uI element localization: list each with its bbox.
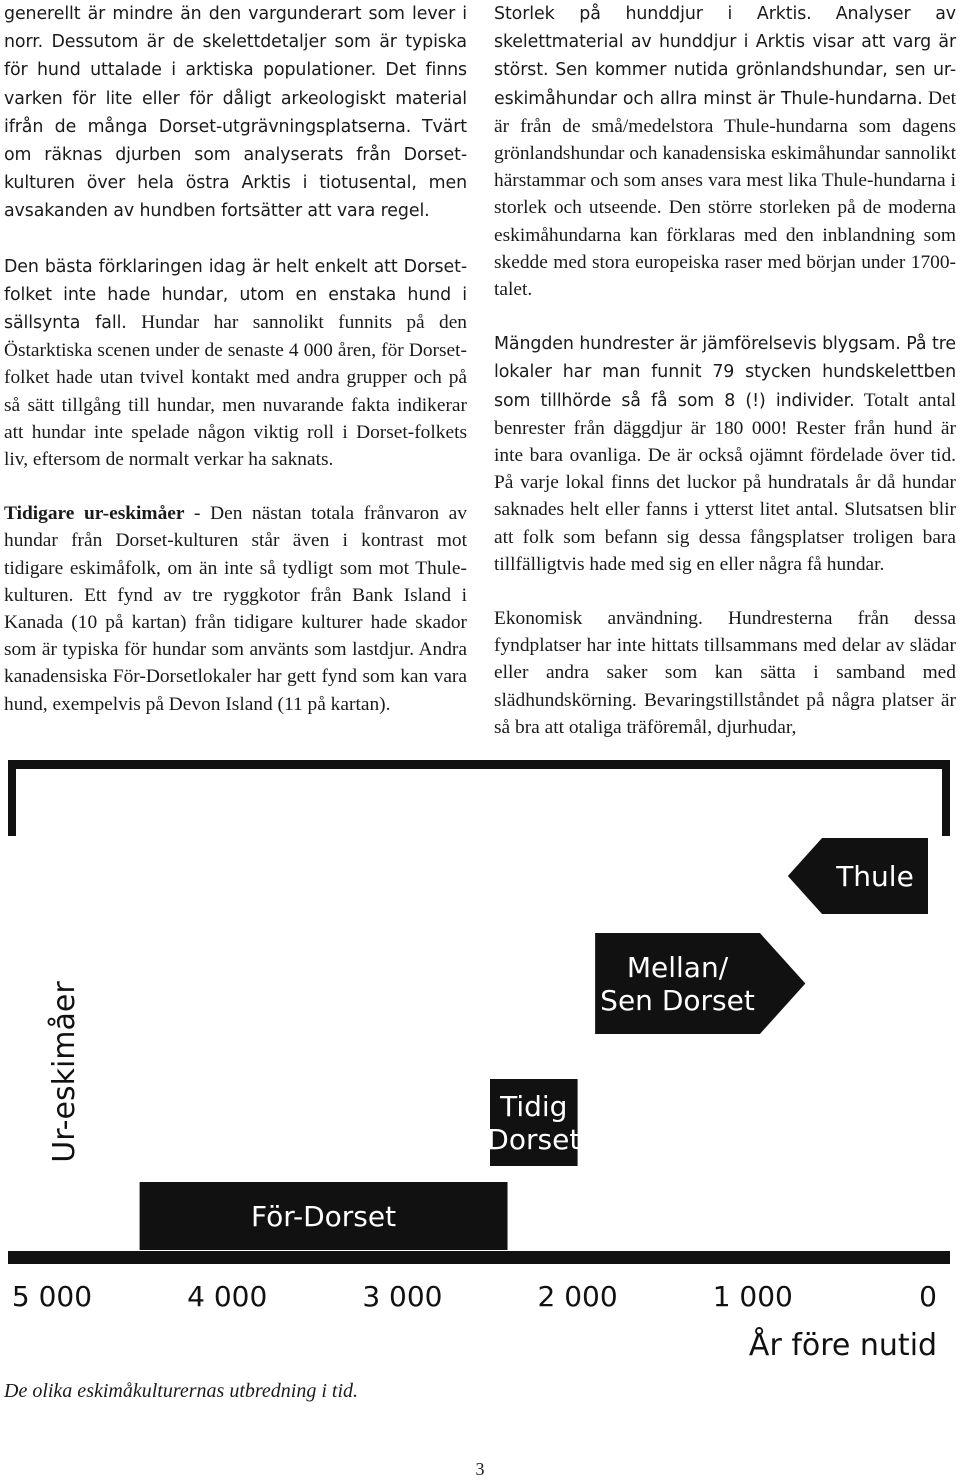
left-p3-part1: Den nästan totala frånvaron av hundar från Dorset-kulturen står även i kontrast mot tidigare eskimåfolk, om än inte så tydligt som mot Thule-kulturen.: [4, 503, 467, 606]
left-p1-text: generellt är mindre än den vargunderart som lever i norr. Dessutom är de skelettdetaljer som är typiska för hund uttalade i arktiska populationer. Det finns varken för lite eller för dåligt arkeologiskt material ifrån de många Dorset-utgrävningsplatserna.: [4, 4, 467, 137]
x-tick-label-5: 1 000: [712, 1280, 793, 1313]
right-text-column: [494, 0, 956, 741]
timeline-bars: [140, 838, 928, 1250]
right-p2-part3: Rester från hund är inte bara ovanliga.: [494, 417, 956, 467]
left-p3-lead: Tidigare ur-eskimåer: [4, 503, 185, 525]
left-p3-part3: Andra kanadensiska För-Dorsetlokaler har gett fynd som kan vara hund, exempelvis på Devon Island (11 på kartan).: [4, 639, 467, 715]
right-p1-part5: Den större storleken på de moderna eskimåhundarna kan förklaras med den inblandning som skedde med stora europeiska raser med början under 1700-talet.: [494, 197, 957, 301]
right-p3-part3: Bevaringstillståndet på några platser är så bra att otaliga träföremål, djurhudar,: [494, 689, 956, 738]
right-p2-part2: Totalt antal benrester från däggdjur är 180 000!: [494, 389, 956, 439]
frame-left-tick: [8, 760, 16, 836]
right-p2-part6: Slutsatsen blir att folk som befann sig dessa fångsplatser troligen bara tillfälligtvis hade med sig en eller några få hundar.: [494, 499, 956, 575]
right-paragraph-3: [494, 605, 956, 741]
x-tick-label-6: 0: [919, 1280, 937, 1313]
x-tick-label-2: 4 000: [187, 1280, 268, 1313]
x-tick-label-4: 2 000: [537, 1280, 618, 1313]
y-axis-label: Ur-eskimåer: [47, 981, 82, 1163]
right-p2-part4: De är också ojämnt fördelade över tid.: [647, 445, 956, 467]
right-p2-part1: Mängden hundrester är jämförelsevis blygsam. På tre lokaler har man funnit 79 stycken hundskelettben som tillhörde så få som 8 (!) individer.: [494, 334, 956, 411]
right-p3-part1: Ekonomisk användning.: [494, 608, 703, 630]
frame-right-tick: [942, 760, 950, 836]
left-text-column: [4, 0, 467, 718]
bar-label-tidig-dorset-line-1: Tidig: [500, 1090, 568, 1124]
bar-label-mellan-sen-dorset-line-1: Mellan/: [626, 951, 729, 985]
left-p3-part2: Ett fynd av tre ryggkotor från Bank Island i Kanada (10 på kartan) från tidigare kulturer hade skador som är typiska för hundar som använts som lastdjur.: [4, 584, 468, 661]
frame-top-line: [8, 760, 950, 769]
timeline-chart: [0, 752, 960, 1380]
page-number: 3: [475, 1459, 485, 1479]
x-tick-label-3: 3 000: [362, 1280, 443, 1313]
left-p1-continued: Tvärt om räknas djurben som analyserats från Dorset-kulturen över hela östra Arktis i tiotusental, men avsakanden av hundben fortsätter att vara regel.: [4, 116, 467, 222]
right-p1-part3: Sen kommer nutida grönlandshundar, sen ur-eskimåhundar och allra minst är Thule-hundarna.: [494, 60, 957, 109]
left-paragraph-3: [4, 500, 467, 718]
left-p2-part2: Hundar har sannolikt funnits på den Östarktiska scenen under de senaste 4 000 åren, för Dorset-folket hade utan tvivel kontakt med andra grupper och på så sätt tillgång till hundar, men nuvarande fakta indikerar att hundar inte spelade någon viktig roll i Dorset-folkets liv, eftersom de normalt verkar ha saknats.: [4, 312, 467, 471]
right-paragraph-1: [494, 0, 956, 303]
x-axis-ticks: [12, 1280, 937, 1313]
left-p2-part1: Den bästa förklaringen idag är helt enkelt att Dorset-folket inte hade hundar, utom en enstaka hund i sällsynta fall.: [4, 256, 467, 334]
right-p2-part5: På varje lokal finns det luckor på hundratals år då hundar saknades helt eller fanns i ytterst litet antal.: [494, 472, 956, 521]
x-axis-label: År före nutid: [748, 1328, 938, 1363]
bar-label-mellan-sen-dorset-line-2: Sen Dorset: [600, 984, 755, 1018]
bar-label-thule-line-1: Thule: [836, 860, 914, 894]
left-paragraph-2: [4, 253, 467, 474]
right-p1-part1: Storlek på hunddjur i Arktis.: [494, 4, 812, 24]
timeline-figure: [0, 752, 960, 1380]
frame-axis-line: [8, 1251, 950, 1264]
left-p3-dash: -: [184, 503, 211, 525]
right-p3-part2: Hundresterna från dessa fyndplatser har inte hittats tillsammans med delar av slädar eller andra saker som kan sätta i samband med slädhundskörning.: [494, 608, 956, 711]
x-tick-label-1: 5 000: [11, 1280, 93, 1313]
right-paragraph-2: [494, 330, 956, 578]
bar-label-för-dorset-line-1: För-Dorset: [251, 1200, 397, 1234]
right-p1-part2: Analyser av skelettmaterial av hunddjur i Arktis visar att varg är störst.: [494, 4, 956, 81]
right-p1-part4: Det är från de små/medelstora Thule-hundarna som dagens grönlandshundar och kanadensiska eskimåhundar sannolikt härstammar och som anses vara mest lika Thule-hundarna i storlek och utseende.: [494, 87, 956, 219]
figure-caption: De olika eskimåkulturernas utbredning i tid.: [4, 1380, 359, 1402]
bar-label-tidig-dorset-line-2: Dorset: [487, 1123, 581, 1157]
left-paragraph-1: [4, 0, 467, 226]
